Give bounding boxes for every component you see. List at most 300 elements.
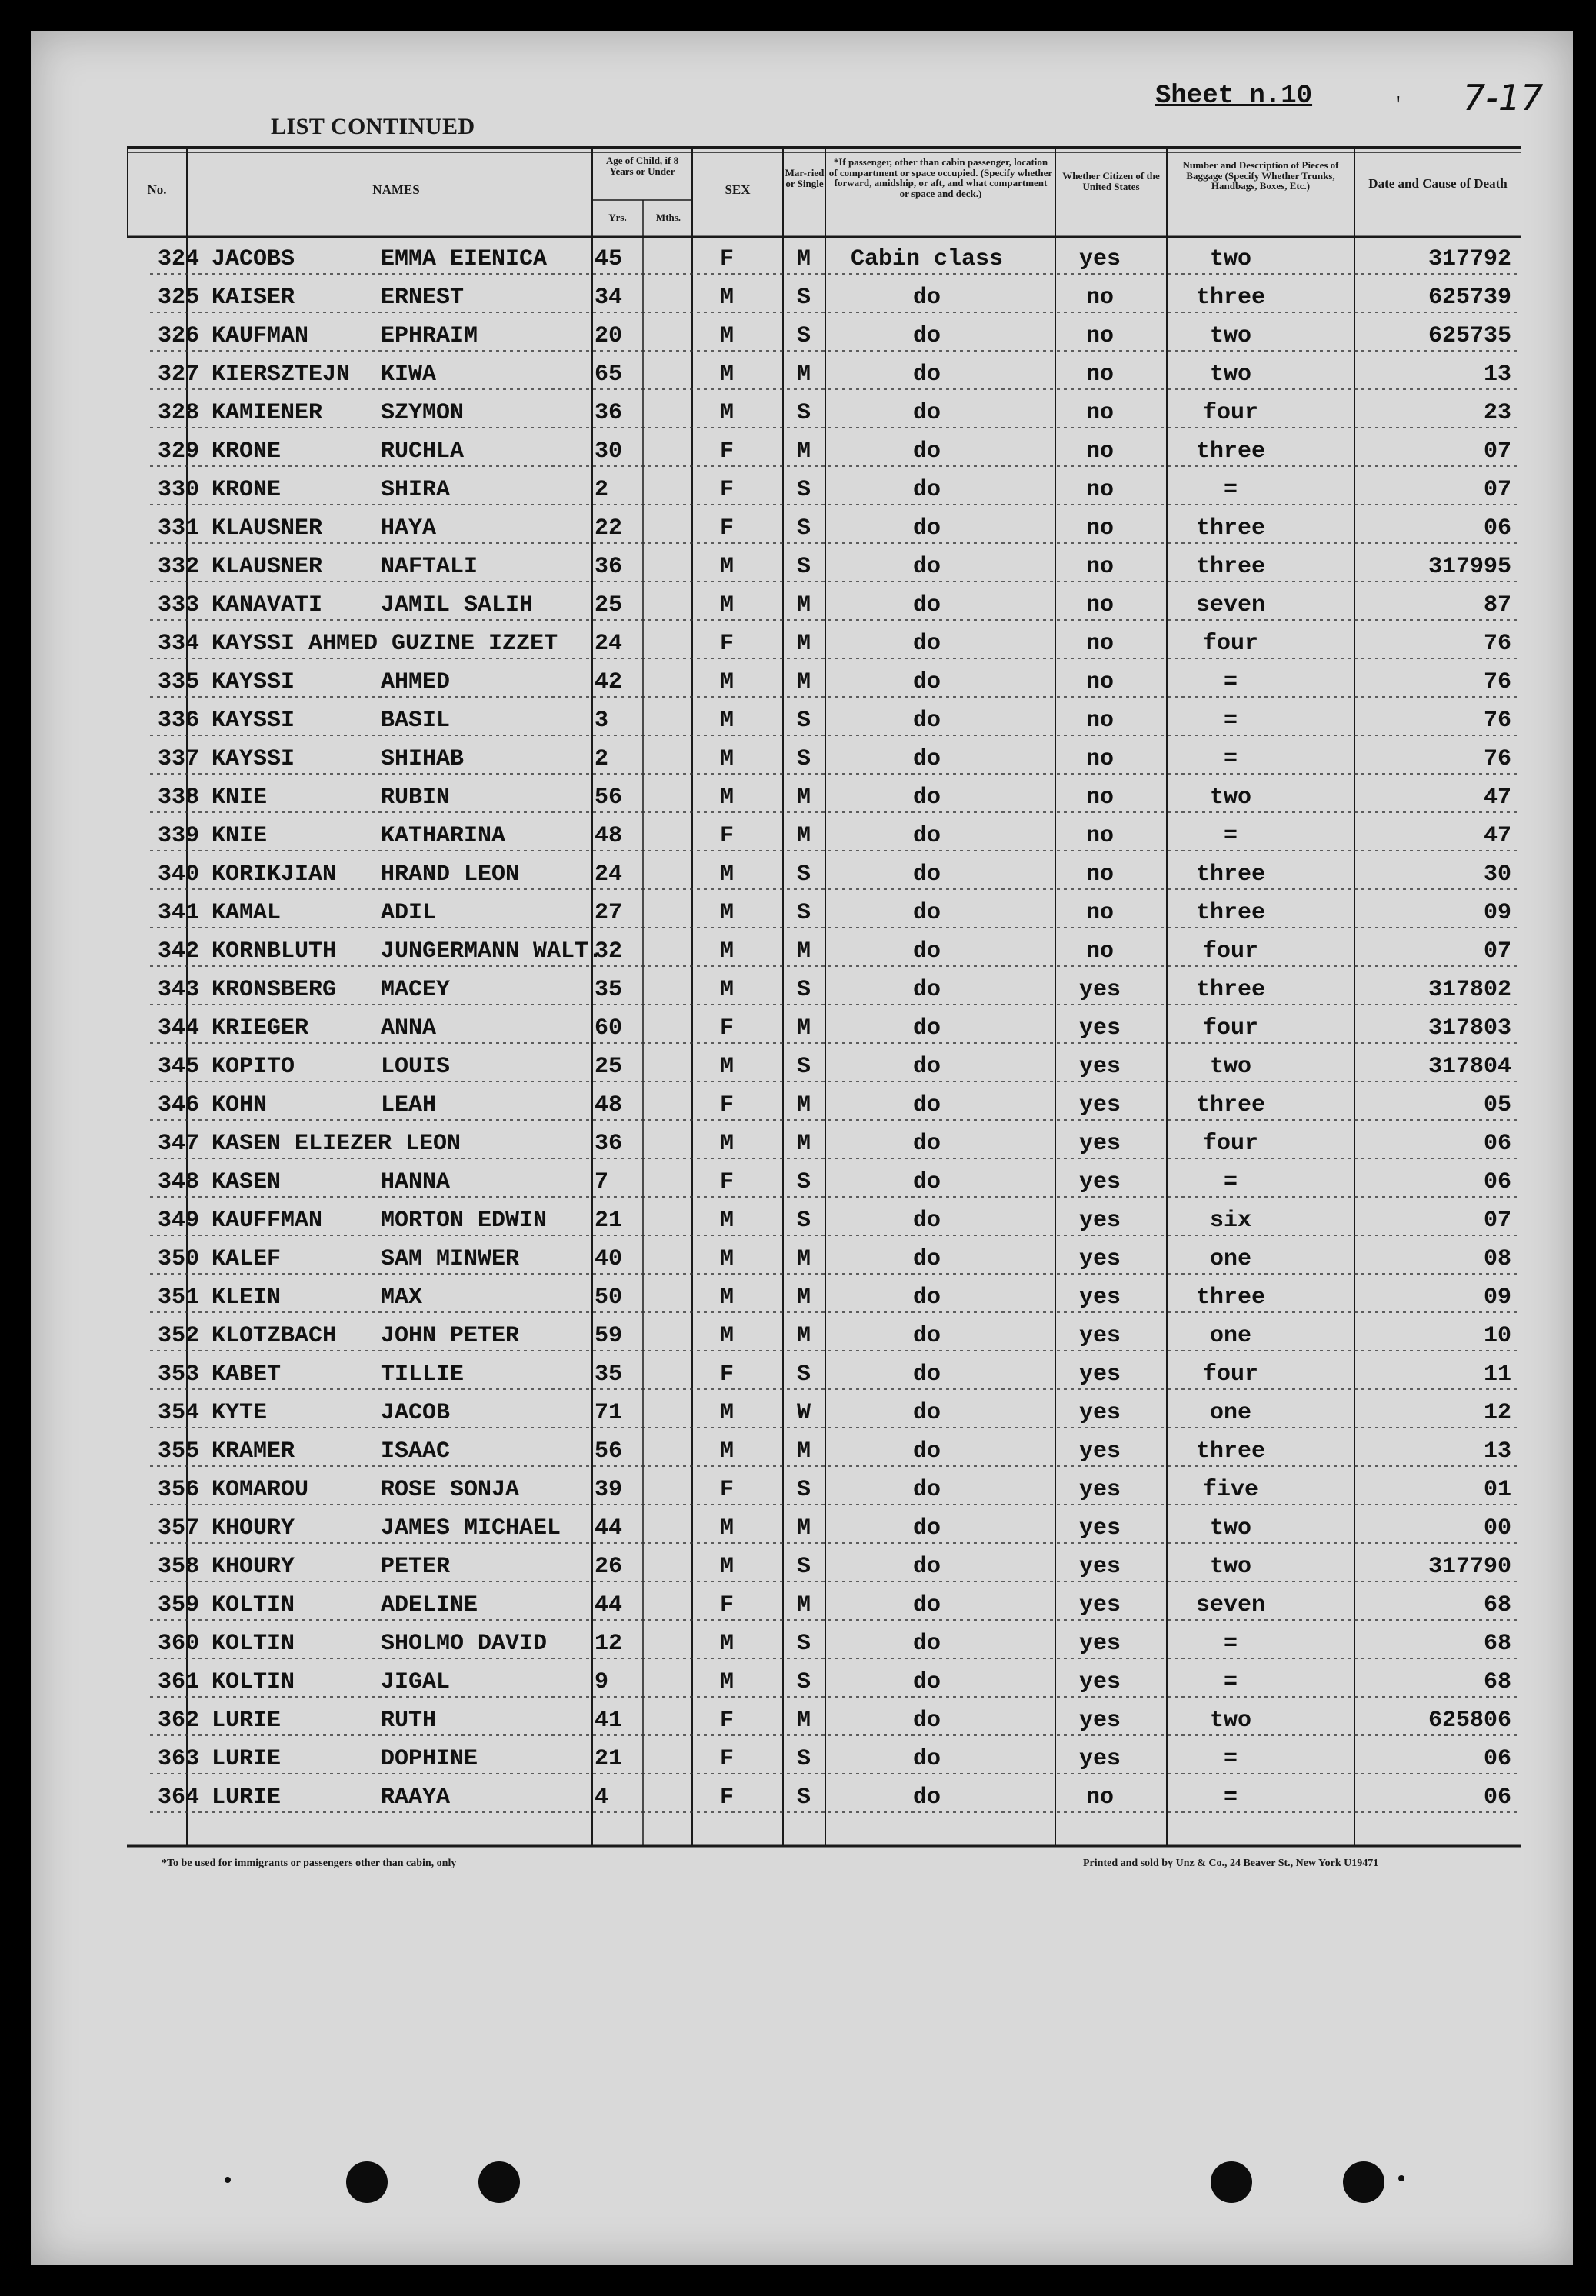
cell-given-names: JACOB xyxy=(381,1400,451,1426)
table-row xyxy=(127,817,1521,855)
cell-sex: M xyxy=(719,708,734,734)
cell-given-names: JAMES MICHAEL xyxy=(381,1515,561,1541)
cell-date-cause-death: 30 xyxy=(1483,861,1511,888)
cell-surname: KAMAL xyxy=(212,900,282,926)
cell-marital-status: S xyxy=(796,554,811,580)
cell-baggage: three xyxy=(1195,900,1265,926)
cell-citizen: yes xyxy=(1078,1285,1121,1311)
cell-baggage: three xyxy=(1195,1092,1265,1118)
cell-citizen: no xyxy=(1085,900,1114,926)
table-row xyxy=(127,548,1521,586)
cell-given-names: SZYMON xyxy=(381,400,465,426)
cell-marital-status: M xyxy=(796,938,811,965)
cell-baggage: five xyxy=(1202,1477,1258,1503)
cell-age: 35 xyxy=(595,1361,623,1388)
cell-row-number: 355 xyxy=(158,1438,200,1465)
cell-location: do xyxy=(912,746,941,772)
cell-row-number: 362 xyxy=(158,1708,200,1734)
cell-age: 25 xyxy=(595,592,623,618)
cell-age: 24 xyxy=(595,861,623,888)
cell-given-names: SHIHAB xyxy=(381,746,465,772)
cell-sex: F xyxy=(719,1015,734,1041)
cell-location: do xyxy=(912,1631,941,1657)
cell-baggage: two xyxy=(1209,1554,1251,1580)
cell-citizen: no xyxy=(1085,1784,1114,1811)
cell-surname: KNIE xyxy=(212,823,268,849)
cell-age: 50 xyxy=(595,1285,623,1311)
cell-location: do xyxy=(912,362,941,388)
cell-date-cause-death: 10 xyxy=(1483,1323,1511,1349)
cell-baggage: three xyxy=(1195,515,1265,542)
table-row xyxy=(127,1125,1521,1163)
cell-sex: M xyxy=(719,362,734,388)
cell-sex: M xyxy=(719,1323,734,1349)
cell-location: do xyxy=(912,861,941,888)
cell-age: 36 xyxy=(595,1131,623,1157)
cell-citizen: no xyxy=(1085,746,1114,772)
cell-age: 22 xyxy=(595,515,623,542)
cell-date-cause-death: 317790 xyxy=(1428,1554,1511,1580)
cell-location: do xyxy=(912,1092,941,1118)
cell-citizen: yes xyxy=(1078,1323,1121,1349)
cell-date-cause-death: 625806 xyxy=(1428,1708,1511,1734)
cell-citizen: no xyxy=(1085,285,1114,311)
cell-location: do xyxy=(912,1246,941,1272)
cell-row-number: 350 xyxy=(158,1246,200,1272)
cell-surname: JACOBS xyxy=(212,246,295,272)
cell-surname: KASEN xyxy=(212,1169,282,1195)
cell-given-names: MAX xyxy=(381,1285,423,1311)
cell-location: do xyxy=(912,1669,941,1695)
table-row xyxy=(127,971,1521,1009)
footnote: *To be used for immigrants or passengers other than cabin, only xyxy=(162,1858,457,1869)
cell-location: do xyxy=(912,1323,941,1349)
table-row xyxy=(127,471,1521,509)
cell-surname: KAYSSI xyxy=(212,746,295,772)
cell-given-names: ADELINE xyxy=(381,1592,478,1618)
cell-sex: M xyxy=(719,592,734,618)
cell-baggage: = xyxy=(1223,1784,1238,1811)
cell-row-number: 332 xyxy=(158,554,200,580)
cell-date-cause-death: 00 xyxy=(1483,1515,1511,1541)
cell-given-names: AHMED xyxy=(381,669,451,695)
table-row xyxy=(127,240,1521,278)
cell-location: do xyxy=(912,554,941,580)
cell-baggage: two xyxy=(1209,1515,1251,1541)
cell-sex: M xyxy=(719,1208,734,1234)
col-header-sex: SEX xyxy=(725,182,751,197)
cell-date-cause-death: 76 xyxy=(1483,631,1511,657)
cell-citizen: yes xyxy=(1078,1208,1121,1234)
cell-row-number: 360 xyxy=(158,1631,200,1657)
cell-citizen: yes xyxy=(1078,1515,1121,1541)
cell-row-number: 340 xyxy=(158,861,200,888)
cell-citizen: yes xyxy=(1078,246,1121,272)
cell-citizen: yes xyxy=(1078,1592,1121,1618)
table-row xyxy=(127,1548,1521,1586)
cell-given-names: ADIL xyxy=(381,900,437,926)
cell-location: do xyxy=(912,1515,941,1541)
cell-sex: F xyxy=(719,477,734,503)
cell-citizen: yes xyxy=(1078,1015,1121,1041)
cell-age: 27 xyxy=(595,900,623,926)
col-header-location: *If passenger, other than cabin passenger, location of compartment or space occupied. (Specify whether forward, amidship, or aft, and what compartment or space and deck.) xyxy=(828,156,1053,199)
cell-baggage: = xyxy=(1223,746,1238,772)
cell-row-number: 364 xyxy=(158,1784,200,1811)
cell-location: do xyxy=(912,1477,941,1503)
cell-given-names: DOPHINE xyxy=(381,1746,478,1772)
cell-marital-status: M xyxy=(796,631,811,657)
cell-row-number: 337 xyxy=(158,746,200,772)
cell-baggage: four xyxy=(1202,1131,1258,1157)
cell-location: do xyxy=(912,477,941,503)
cell-date-cause-death: 87 xyxy=(1483,592,1511,618)
cell-date-cause-death: 317804 xyxy=(1428,1054,1511,1080)
cell-age: 26 xyxy=(595,1554,623,1580)
cell-baggage: three xyxy=(1195,861,1265,888)
col-header-married: Mar-ried or Single xyxy=(785,167,825,189)
col-header-names: NAMES xyxy=(372,182,420,197)
cell-marital-status: M xyxy=(796,438,811,465)
cell-surname: KANAVATI xyxy=(212,592,323,618)
cell-marital-status: S xyxy=(796,1669,811,1695)
cell-marital-status: S xyxy=(796,1477,811,1503)
cell-row-number: 328 xyxy=(158,400,200,426)
cell-given-names: SHIRA xyxy=(381,477,451,503)
cell-location: do xyxy=(912,785,941,811)
cell-given-names: HANNA xyxy=(381,1169,451,1195)
cell-location: do xyxy=(912,900,941,926)
cell-sex: M xyxy=(719,554,734,580)
cell-marital-status: M xyxy=(796,246,811,272)
col-header-citizen: Whether Citizen of the United States xyxy=(1062,170,1160,192)
cell-sex: M xyxy=(719,1400,734,1426)
cell-given-names: JUNGERMANN WALT. xyxy=(381,938,603,965)
cell-sex: M xyxy=(719,1669,734,1695)
cell-baggage: = xyxy=(1223,1746,1238,1772)
cell-surname: KAUFFMAN xyxy=(212,1208,323,1234)
cell-baggage: four xyxy=(1202,938,1258,965)
cell-sex: M xyxy=(719,900,734,926)
cell-surname: KAYSSI AHMED GUZINE IZZET xyxy=(212,631,558,657)
cell-baggage: one xyxy=(1209,1323,1251,1349)
cell-date-cause-death: 09 xyxy=(1483,900,1511,926)
cell-date-cause-death: 76 xyxy=(1483,669,1511,695)
cell-sex: M xyxy=(719,323,734,349)
cell-row-number: 333 xyxy=(158,592,200,618)
cell-marital-status: S xyxy=(796,1169,811,1195)
table-row xyxy=(127,1163,1521,1201)
cell-surname: KYTE xyxy=(212,1400,268,1426)
cell-surname: KRONSBERG xyxy=(212,977,337,1003)
cell-location: do xyxy=(912,285,941,311)
cell-date-cause-death: 07 xyxy=(1483,477,1511,503)
cell-marital-status: S xyxy=(796,1554,811,1580)
cell-age: 12 xyxy=(595,1631,623,1657)
cell-baggage: two xyxy=(1209,1708,1251,1734)
cell-marital-status: S xyxy=(796,708,811,734)
table-row xyxy=(127,625,1521,663)
printer-credit: Printed and sold by Unz & Co., 24 Beaver St., New York U19471 xyxy=(1083,1858,1379,1869)
cell-baggage: two xyxy=(1209,362,1251,388)
cell-sex: M xyxy=(719,1554,734,1580)
cell-baggage: two xyxy=(1209,1054,1251,1080)
cell-baggage: one xyxy=(1209,1246,1251,1272)
table-row xyxy=(127,1701,1521,1740)
cell-age: 36 xyxy=(595,554,623,580)
cell-age: 44 xyxy=(595,1515,623,1541)
cell-citizen: no xyxy=(1085,438,1114,465)
cell-baggage: three xyxy=(1195,554,1265,580)
cell-citizen: no xyxy=(1085,708,1114,734)
cell-given-names: NAFTALI xyxy=(381,554,478,580)
cell-age: 2 xyxy=(595,477,609,503)
cell-surname: KRONE xyxy=(212,477,282,503)
cell-baggage: two xyxy=(1209,785,1251,811)
table-row xyxy=(127,1317,1521,1355)
cell-location: do xyxy=(912,1746,941,1772)
cell-sex: F xyxy=(719,1092,734,1118)
cell-location: do xyxy=(912,1285,941,1311)
cell-sex: M xyxy=(719,1054,734,1080)
cell-given-names: KIWA xyxy=(381,362,437,388)
cell-marital-status: M xyxy=(796,1323,811,1349)
cell-row-number: 359 xyxy=(158,1592,200,1618)
cell-date-cause-death: 13 xyxy=(1483,1438,1511,1465)
cell-location: do xyxy=(912,823,941,849)
cell-date-cause-death: 06 xyxy=(1483,1169,1511,1195)
cell-age: 24 xyxy=(595,631,623,657)
cell-sex: F xyxy=(719,246,734,272)
cell-date-cause-death: 68 xyxy=(1483,1592,1511,1618)
cell-location: Cabin class xyxy=(850,246,1004,272)
cell-citizen: no xyxy=(1085,785,1114,811)
table-row xyxy=(127,1625,1521,1663)
punch-dot xyxy=(225,2177,231,2183)
cell-surname: KNIE xyxy=(212,785,268,811)
cell-row-number: 357 xyxy=(158,1515,200,1541)
cell-baggage: = xyxy=(1223,477,1238,503)
cell-row-number: 361 xyxy=(158,1669,200,1695)
table-row xyxy=(127,509,1521,548)
cell-baggage: = xyxy=(1223,1669,1238,1695)
cell-baggage: seven xyxy=(1195,592,1265,618)
cell-given-names: EMMA EIENICA xyxy=(381,246,548,272)
cell-sex: M xyxy=(719,285,734,311)
cell-row-number: 345 xyxy=(158,1054,200,1080)
cell-date-cause-death: 06 xyxy=(1483,1784,1511,1811)
cell-given-names: RAAYA xyxy=(381,1784,451,1811)
cell-row-number: 341 xyxy=(158,900,200,926)
table-row xyxy=(127,432,1521,471)
cell-given-names: EPHRAIM xyxy=(381,323,478,349)
cell-row-number: 326 xyxy=(158,323,200,349)
cell-sex: M xyxy=(719,977,734,1003)
table-row xyxy=(127,701,1521,740)
cell-baggage: three xyxy=(1195,1285,1265,1311)
cell-citizen: no xyxy=(1085,592,1114,618)
cell-row-number: 352 xyxy=(158,1323,200,1349)
cell-age: 32 xyxy=(595,938,623,965)
cell-given-names: ERNEST xyxy=(381,285,465,311)
cell-citizen: no xyxy=(1085,938,1114,965)
cell-given-names: BASIL xyxy=(381,708,451,734)
cell-marital-status: M xyxy=(796,1092,811,1118)
cell-surname: KAYSSI xyxy=(212,708,295,734)
cell-citizen: yes xyxy=(1078,1438,1121,1465)
cell-baggage: three xyxy=(1195,438,1265,465)
cell-age: 21 xyxy=(595,1746,623,1772)
cell-sex: M xyxy=(719,1246,734,1272)
table-row xyxy=(127,1663,1521,1701)
cell-age: 21 xyxy=(595,1208,623,1234)
cell-location: do xyxy=(912,1784,941,1811)
cell-row-number: 325 xyxy=(158,285,200,311)
cell-citizen: no xyxy=(1085,323,1114,349)
cell-citizen: no xyxy=(1085,477,1114,503)
cell-age: 4 xyxy=(595,1784,609,1811)
cell-given-names: RUTH xyxy=(381,1708,437,1734)
cell-surname: KAMIENER xyxy=(212,400,323,426)
cell-age: 56 xyxy=(595,785,623,811)
cell-sex: F xyxy=(719,1746,734,1772)
cell-date-cause-death: 06 xyxy=(1483,1746,1511,1772)
col-header-no: No. xyxy=(147,182,167,197)
cell-date-cause-death: 317792 xyxy=(1428,246,1511,272)
cell-sex: M xyxy=(719,1438,734,1465)
cell-citizen: no xyxy=(1085,823,1114,849)
cell-baggage: three xyxy=(1195,977,1265,1003)
cell-baggage: six xyxy=(1209,1208,1251,1234)
punch-dot xyxy=(1398,2175,1404,2181)
cell-sex: M xyxy=(719,1631,734,1657)
cell-location: do xyxy=(912,1361,941,1388)
cell-given-names: JIGAL xyxy=(381,1669,451,1695)
cell-age: 39 xyxy=(595,1477,623,1503)
cell-surname: KIERSZTEJN xyxy=(212,362,351,388)
cell-marital-status: S xyxy=(796,977,811,1003)
cell-location: do xyxy=(912,1554,941,1580)
cell-citizen: yes xyxy=(1078,1554,1121,1580)
table-row xyxy=(127,1740,1521,1778)
cell-marital-status: S xyxy=(796,515,811,542)
cell-row-number: 353 xyxy=(158,1361,200,1388)
cell-age: 42 xyxy=(595,669,623,695)
cell-location: do xyxy=(912,515,941,542)
table-row xyxy=(127,932,1521,971)
cell-date-cause-death: 09 xyxy=(1483,1285,1511,1311)
cell-marital-status: S xyxy=(796,1784,811,1811)
cell-date-cause-death: 68 xyxy=(1483,1631,1511,1657)
cell-date-cause-death: 07 xyxy=(1483,938,1511,965)
table-row xyxy=(127,1394,1521,1432)
cell-given-names: RUCHLA xyxy=(381,438,465,465)
cell-date-cause-death: 06 xyxy=(1483,515,1511,542)
cell-age: 48 xyxy=(595,1092,623,1118)
cell-citizen: yes xyxy=(1078,1361,1121,1388)
cell-marital-status: M xyxy=(796,785,811,811)
cell-age: 45 xyxy=(595,246,623,272)
cell-date-cause-death: 07 xyxy=(1483,1208,1511,1234)
table-row xyxy=(127,1201,1521,1240)
cell-marital-status: M xyxy=(796,1438,811,1465)
cell-sex: F xyxy=(719,823,734,849)
cell-row-number: 331 xyxy=(158,515,200,542)
cell-location: do xyxy=(912,1169,941,1195)
cell-age: 40 xyxy=(595,1246,623,1272)
punch-hole xyxy=(1211,2161,1252,2203)
cell-row-number: 324 xyxy=(158,246,200,272)
cell-location: do xyxy=(912,669,941,695)
cell-date-cause-death: 06 xyxy=(1483,1131,1511,1157)
cell-sex: M xyxy=(719,1515,734,1541)
cell-marital-status: S xyxy=(796,1054,811,1080)
handwritten-page-mark: 7-17 xyxy=(1463,77,1544,118)
sheet-number: Sheet n.10 xyxy=(1155,82,1313,111)
cell-given-names: KATHARINA xyxy=(381,823,506,849)
cell-age: 56 xyxy=(595,1438,623,1465)
cell-age: 48 xyxy=(595,823,623,849)
cell-marital-status: M xyxy=(796,1015,811,1041)
cell-baggage: four xyxy=(1202,631,1258,657)
cell-given-names: SAM MINWER xyxy=(381,1246,520,1272)
cell-sex: M xyxy=(719,1285,734,1311)
cell-citizen: yes xyxy=(1078,1477,1121,1503)
cell-row-number: 330 xyxy=(158,477,200,503)
cell-citizen: yes xyxy=(1078,1131,1121,1157)
cell-marital-status: S xyxy=(796,746,811,772)
cell-location: do xyxy=(912,323,941,349)
cell-given-names: LEAH xyxy=(381,1092,437,1118)
cell-given-names: HAYA xyxy=(381,515,437,542)
cell-location: do xyxy=(912,977,941,1003)
col-header-baggage: Number and Description of Pieces of Baggage (Specify Whether Trunks, Handbags, Boxes, Etc.) xyxy=(1182,159,1339,192)
passenger-table xyxy=(127,146,1521,1850)
cell-citizen: no xyxy=(1085,669,1114,695)
cell-marital-status: M xyxy=(796,1592,811,1618)
cell-surname: KOLTIN xyxy=(212,1631,295,1657)
cell-row-number: 338 xyxy=(158,785,200,811)
cell-sex: M xyxy=(719,938,734,965)
cell-surname: KLEIN xyxy=(212,1285,282,1311)
cell-sex: M xyxy=(719,746,734,772)
cell-baggage: three xyxy=(1195,285,1265,311)
cell-date-cause-death: 625739 xyxy=(1428,285,1511,311)
cell-location: do xyxy=(912,938,941,965)
cell-surname: KLOTZBACH xyxy=(212,1323,337,1349)
table-row xyxy=(127,778,1521,817)
cell-location: do xyxy=(912,1015,941,1041)
cell-marital-status: W xyxy=(796,1400,811,1426)
cell-sex: F xyxy=(719,1477,734,1503)
cell-citizen: yes xyxy=(1078,1669,1121,1695)
cell-given-names: HRAND LEON xyxy=(381,861,520,888)
cell-age: 44 xyxy=(595,1592,623,1618)
cell-surname: KOMAROU xyxy=(212,1477,309,1503)
cell-row-number: 343 xyxy=(158,977,200,1003)
cell-surname: KOLTIN xyxy=(212,1592,295,1618)
cell-surname: KAUFMAN xyxy=(212,323,309,349)
cell-citizen: yes xyxy=(1078,1092,1121,1118)
cell-baggage: four xyxy=(1202,400,1258,426)
cell-surname: KOLTIN xyxy=(212,1669,295,1695)
cell-date-cause-death: 317802 xyxy=(1428,977,1511,1003)
cell-surname: KAISER xyxy=(212,285,295,311)
cell-surname: KASEN ELIEZER LEON xyxy=(212,1131,461,1157)
cell-date-cause-death: 05 xyxy=(1483,1092,1511,1118)
col-header-age-yrs: Yrs. xyxy=(608,212,627,223)
cell-date-cause-death: 47 xyxy=(1483,823,1511,849)
